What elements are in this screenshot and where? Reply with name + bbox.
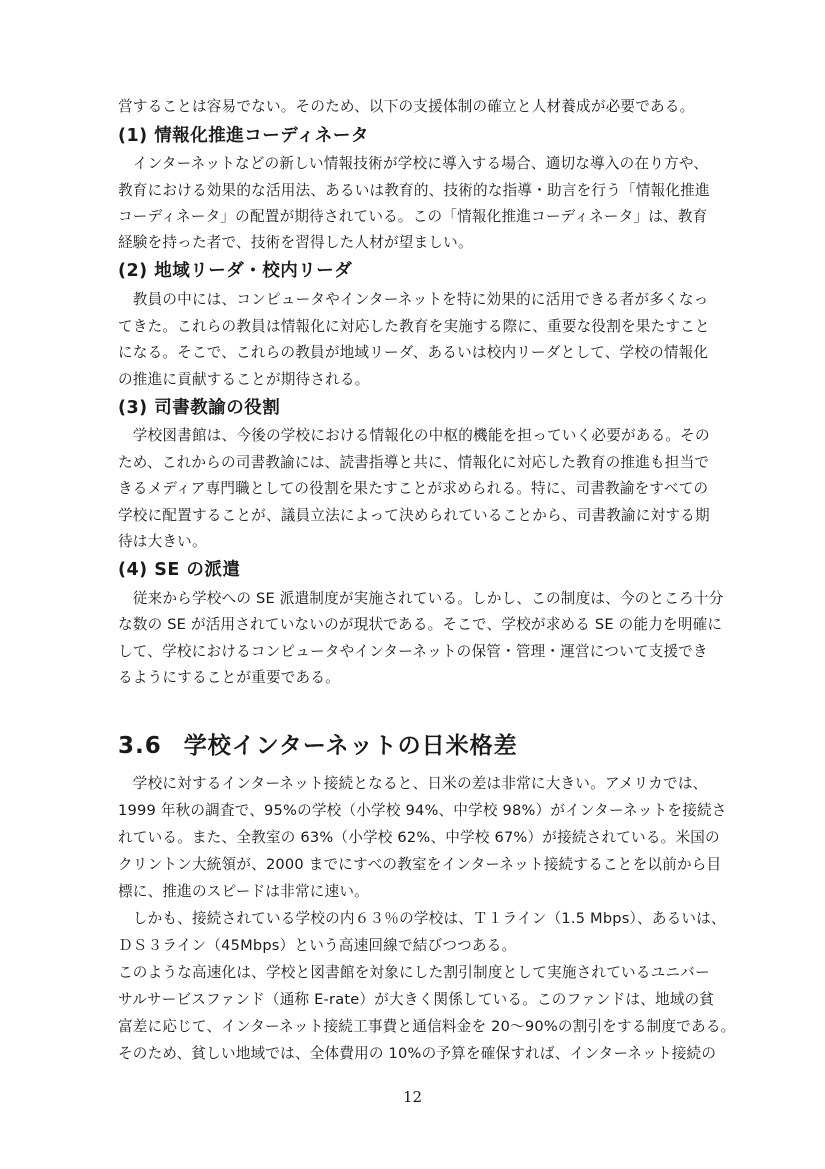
subsection-heading: (2) 地域リーダ・校内リーダ xyxy=(118,261,353,281)
paragraph-line: 教員の中には、コンピュータやインターネットを特に効果的に活用できる者が多くなっ xyxy=(118,291,709,308)
paragraph-line: このような高速化は、学校と図書館を対象にした割引制度として実施されているユニバー xyxy=(118,964,710,981)
paragraph-line: 学校図書館は、今後の学校における情報化の中枢的機能を担っていく必要がある。その xyxy=(118,427,710,444)
paragraph-line: コーディネータ」の配置が期待されている。この「情報化推進コーディネータ」は、教育 xyxy=(118,208,708,225)
paragraph-line: るようにすることが重要である。 xyxy=(118,669,340,686)
section-number: 3.6 xyxy=(118,733,162,759)
paragraph-line: 経験を持った者で、技術を習得した人材が望ましい。 xyxy=(118,234,473,251)
paragraph-line: 1999 年秋の調査で、95%の学校（小学校 94%、中学校 98%）がインターネットを接続さ xyxy=(118,802,727,819)
paragraph-line: インターネットなどの新しい情報技術が学校に導入する場合、適切な導入の在り方や、 xyxy=(118,155,709,172)
paragraph-line: しかも、接続されている学校の内６３％の学校は、Ｔ１ライン（1.5 Mbps）、あるいは、 xyxy=(118,910,726,927)
paragraph-line: てきた。これらの教員は情報化に対応した教育を実施する際に、重要な役割を果たすこと xyxy=(118,318,710,335)
subsection-heading: (3) 司書教諭の役割 xyxy=(118,398,281,418)
paragraph-line: 待は大きい。 xyxy=(118,533,207,550)
paragraph-line: 学校に配置することが、議員立法によって決められていることから、司書教諭に対する期 xyxy=(118,507,710,524)
paragraph-line: 学校に対するインターネット接続となると、日米の差は非常に大きい。アメリカでは、 xyxy=(118,775,708,792)
paragraph-line: な数の SE が活用されていないのが現状である。そこで、学校が求める SE の能力を明確に xyxy=(118,616,723,633)
paragraph-line: ＤＳ３ライン（45Mbps）という高速回線で結びつつある。 xyxy=(118,937,517,954)
paragraph-line: サルサービスファンド（通称 E-rate）が大きく関係している。このファンドは、地域の貧 xyxy=(118,991,715,1008)
paragraph-line: 標に、推進のスピードは非常に速い。 xyxy=(118,883,369,900)
paragraph-line: して、学校におけるコンピュータやインターネットの保管・管理・運営について支援でき xyxy=(118,643,708,660)
paragraph-line: になる。そこで、これらの教員が地域リーダ、あるいは校内リーダとして、学校の情報化 xyxy=(118,344,709,361)
paragraph-line: クリントン大統領が、2000 までにすべの教室をインターネット接続することを以前から目 xyxy=(118,856,722,873)
section-title: 学校インターネットの日米格差 xyxy=(183,733,518,759)
paragraph-line: きるメディア専門職としての役割を果たすことが求められる。特に、司書教諭をすべての xyxy=(118,480,709,497)
paragraph-line: 教育における効果的な活用法、あるいは教育的、技術的な指導・助言を行う「情報化推進 xyxy=(118,182,710,199)
paragraph-line: の推進に貢献することが期待される。 xyxy=(118,371,370,388)
paragraph-line: 営することは容易でない。そのため、以下の支援体制の確立と人材養成が必要である。 xyxy=(118,98,695,115)
paragraph-line: ため、これからの司書教諭には、読書指導と共に、情報化に対応した教育の推進も担当で xyxy=(118,454,710,471)
section-heading xyxy=(118,731,718,761)
subsection-heading: (4) SE の派遣 xyxy=(118,560,241,580)
paragraph-line: 従来から学校への SE 派遣制度が実施されている。しかし、この制度は、今のところ十分 xyxy=(118,590,724,607)
paragraph-line: 富差に応じて、インターネット接続工事費と通信料金を 20～90%の割引をする制度である。 xyxy=(118,1018,736,1035)
page-number: 12 xyxy=(402,1088,423,1106)
subsection-heading: (1) 情報化推進コーディネータ xyxy=(118,126,369,146)
paragraph-line: れている。また、全教室の 63%（小学校 62%、中学校 67%）が接続されている。米国の xyxy=(118,829,720,846)
paragraph-line: そのため、貧しい地域では、全体費用の 10%の予算を確保すれば、インターネット接続の xyxy=(118,1045,717,1062)
